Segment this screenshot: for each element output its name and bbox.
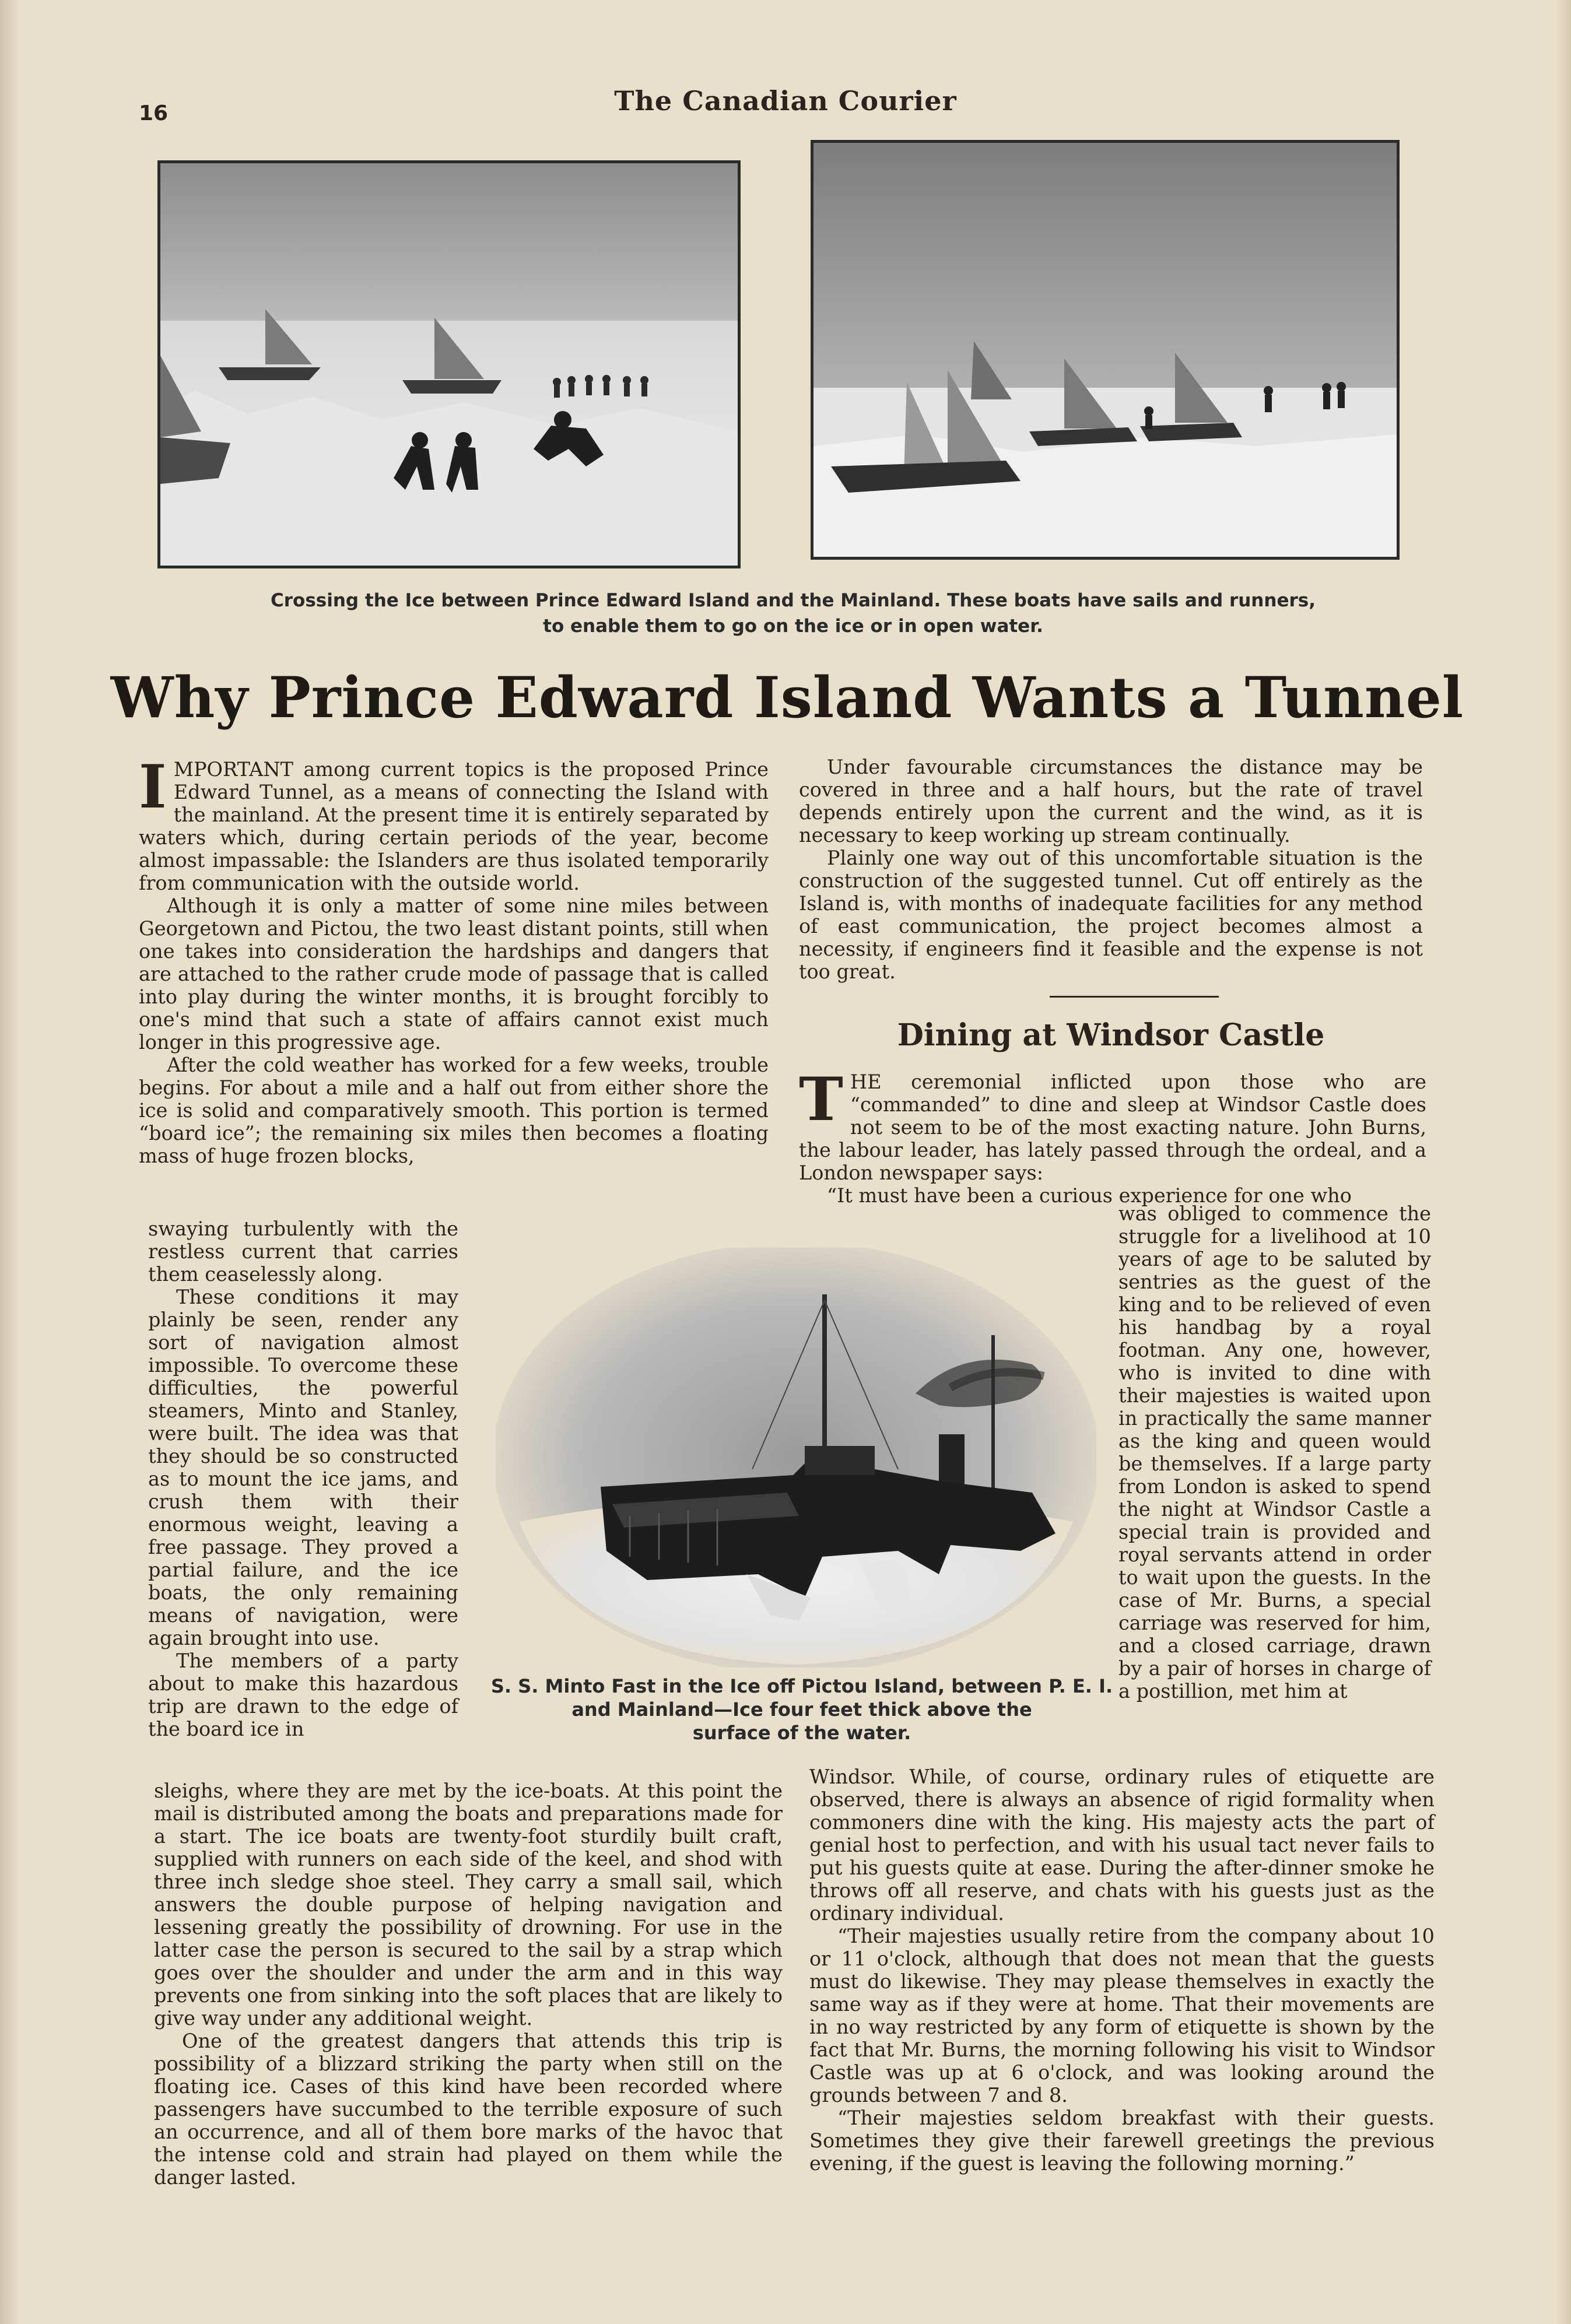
article2-column-narrow [1118, 1202, 1431, 1702]
steamer-caption-line3: surface of the water. [692, 1722, 911, 1744]
article-left-column-bottom [154, 1779, 783, 2189]
steamer-caption-line1: S. S. Minto Fast in the Ice off Pictou Island, between P. E. I. [490, 1675, 1113, 1697]
dropcap-i: I [139, 752, 167, 822]
article2-paragraph-2b: was obliged to commence the struggle for a livelihood at 10 years of age to be saluted by sentries as the guest of the king and to be relieved of even his handbag by a royal footman. Any one, however, who is invited to dine with their majesties is waited upon in practically the same manner as the king and queen would be themselves. If a large party from London is asked to spend the night at Windsor Castle a special train is provided and royal servants attend in order to wait upon the guests. In the case of Mr. Burns, a special carriage was reserved for him, and a closed carriage, drawn by a pair of horses in charge of a postillion, met him at [1118, 1202, 1431, 1702]
page-edge-left [0, 0, 17, 2324]
article2-column-bottom [809, 1765, 1435, 2175]
top-caption-line1: Crossing the Ice between Prince Edward Island and the Mainland. These boats have sails and runners, [271, 590, 1316, 611]
article-right-column-top [799, 756, 1423, 983]
article-paragraph-5b: sleighs, where they are met by the ice-boats. At this point the mail is distributed among the boats and preparations made for a start. The ice boats are twenty-foot sturdily built craft, supplied with runners on each side of the keel, and shod with three inch sledge shoe steel. They carry a small sail, which answers the double purpose of helping navigation and lessening greatly the possibility of drowning. For use in the latter case the person is secured to the sail by a strap which goes over the shoulder and under the arm and in this way prevents one from sinking into the soft places that are likely to give way under any additional weight. [154, 1779, 783, 2030]
steamer-photo-caption [469, 1674, 1134, 1744]
article-paragraph-1: MPORTANT among current topics is the proposed Prince Edward Tunnel, as a means of connecting the Island with the mainland. At the present time it is entirely separated by waters which, during certain periods of the year, become almost impassable: the Islanders are thus isolated temporarily from communication with the outside world. [139, 758, 769, 894]
article2-paragraph-1: HE ceremonial inflicted upon those who are “commanded” to dine and sleep at Windsor Castle does not seem to be of the most exacting nature. John Burns, the labour leader, has lately passed through the ordeal, and a London newspaper says: [799, 1070, 1426, 1184]
article2-paragraph-2c: Windsor. While, of course, ordinary rules of etiquette are observed, there is always an absence of rigid formality when commoners dine with the king. His majesty acts the part of genial host to perfection, and with his usual tact never fails to put his guests quite at ease. During the after-dinner smoke he throws off all reserve, and chats with his guests just as the ordinary individual. [809, 1765, 1435, 1925]
article-left-column-top [139, 752, 769, 1167]
headline: Why Prince Edward Island Wants a Tunnel [110, 665, 1464, 731]
journal-title: The Canadian Courier [614, 85, 957, 117]
article-paragraph-3a: After the cold weather has worked for a few weeks, trouble begins. For about a mile and a half out from either shore the ice is solid and comparatively smooth. This portion is termed “board ice”; the remaining six miles then becomes a floating mass of huge frozen blocks, [139, 1054, 769, 1167]
page-header [0, 82, 1571, 125]
article-paragraph-5a: The members of a party about to make this hazardous trip are drawn to the edge of the board ice in [148, 1649, 458, 1740]
article2-column-top [799, 1065, 1426, 1207]
article-paragraph-6: One of the greatest dangers that attends this trip is possibility of a blizzard striking the party when still on the floating ice. Cases of this kind have been recorded where passengers have succumbed to the terrible exposure of such an occurrence, and all of them bore marks of the havoc that the intense cold and strain had played on them while the danger lasted. [154, 2030, 783, 2189]
ice-boats-left-image [160, 163, 738, 566]
article-paragraph-7: Under favourable circumstances the distance may be covered in three and a half hours, but the rate of travel depends entirely upon the current and the wind, as it is necessary to keep working up stream continually. [799, 756, 1423, 847]
article2-title: Dining at Windsor Castle [897, 1017, 1325, 1053]
article-left-column-narrow [148, 1217, 458, 1740]
article-paragraph-8: Plainly one way out of this uncomfortable situation is the construction of the suggested tunnel. Cut off entirely as the Island is, with months of inadequate facilities for any method of east communication, the project becomes almost a necessity, if engineers find it feasible and the expense is not too great. [799, 847, 1423, 983]
photo-ice-boats-right [811, 140, 1400, 560]
photo-ice-boats-left [157, 160, 741, 568]
dropcap-t: T [799, 1065, 843, 1135]
top-photo-caption [152, 588, 1435, 639]
article2-paragraph-3: “Their majesties usually retire from the company about 10 or 11 o'clock, although that does not mean that the guests must do likewise. They may please themselves in exactly the same way as if they were at home. That their movements are in no way restricted by any form of etiquette is shown by the fact that Mr. Burns, the morning following his visit to Windsor Castle was up at 6 o'clock, and was looking around the grounds between 7 and 8. [809, 1925, 1435, 2107]
ice-boats-right-image [813, 143, 1397, 557]
article-paragraph-4: These conditions it may plainly be seen, render any sort of navigation almost impossible. To overcome these difficulties, the powerful steamers, Minto and Stanley, were built. The idea was that they should be so constructed as to mount the ice jams, and crush them with their enormous weight, leaving a free passage. They proved a partial failure, and the ice boats, the only remaining means of navigation, were again brought into use. [148, 1286, 458, 1649]
photo-steamer-minto [496, 1248, 1096, 1667]
article-paragraph-3b: swaying turbulently with the restless current that carries them ceaselessly along. [148, 1217, 458, 1286]
section-divider [1050, 996, 1219, 998]
article2-paragraph-2a: “It must have been a curious experience for one who [827, 1184, 1352, 1207]
article2-paragraph-4: “Their majesties seldom breakfast with their guests. Sometimes they give their farewell greetings the previous evening, if the guest is leaving the following morning.” [809, 2107, 1435, 2175]
page-edge-right [1556, 0, 1571, 2324]
top-caption-line2: to enable them to go on the ice or in open water. [543, 616, 1043, 637]
steamer-caption-line2: and Mainland—Ice four feet thick above the [571, 1698, 1032, 1721]
steamer-minto-image [496, 1248, 1096, 1667]
page-number: 16 [139, 101, 169, 125]
article-paragraph-2: Although it is only a matter of some nine miles between Georgetown and Pictou, the two least distant points, still when one takes into consideration the hardships and dangers that are attached to the rather crude mode of passage that is called into play during the winter months, it is brought forcibly to one's mind that such a state of affairs cannot exist much longer in this progressive age. [139, 894, 769, 1054]
